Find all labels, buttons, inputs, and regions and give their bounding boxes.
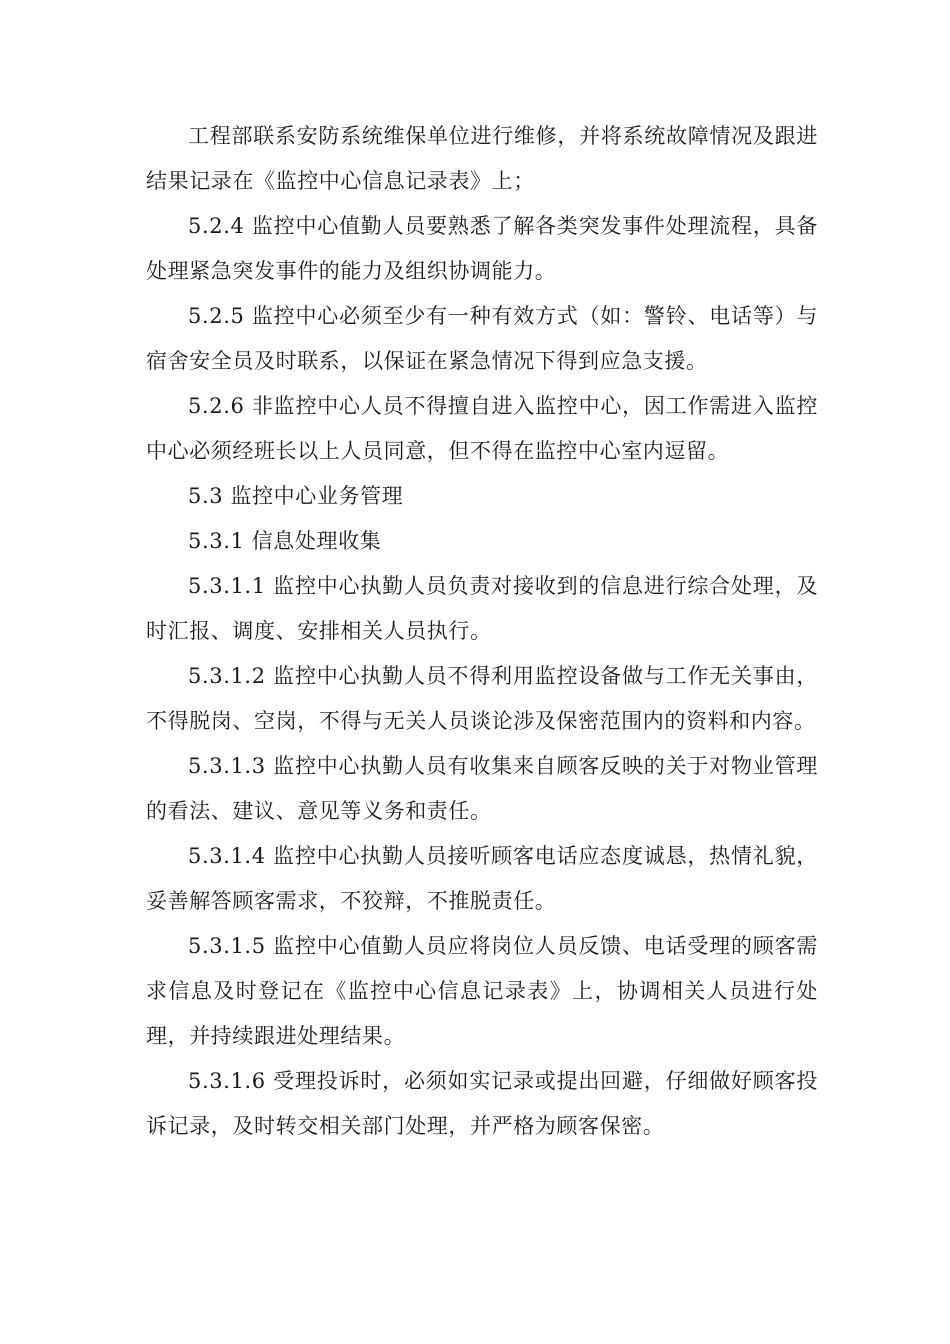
paragraph-5-2-6: 5.2.6 非监控中心人员不得擅自进入监控中心，因工作需进入监控中心必须经班长以上人员同意，但不得在监控中心室内逗留。 <box>146 394 818 463</box>
paragraph-5-3-1-4: 5.3.1.4 监控中心执勤人员接听顾客电话应态度诚恳，热情礼貌，妥善解答顾客需求，不狡辩，不推脱责任。 <box>146 844 818 913</box>
paragraph-5-3-1-5: 5.3.1.5 监控中心值勤人员应将岗位人员反馈、电话受理的顾客需求信息及时登记在《监控中心信息记录表》上，协调相关人员进行处理，并持续跟进处理结果。 <box>146 934 818 1048</box>
document-body <box>146 114 818 1149</box>
heading-5-3: 5.3 监控中心业务管理 <box>188 484 404 508</box>
paragraph-5-3-1-2: 5.3.1.2 监控中心执勤人员不得利用监控设备做与工作无关事由，不得脱岗、空岗，不得与无关人员谈论涉及保密范围内的资料和内容。 <box>146 664 818 733</box>
paragraph-5-3-1-6: 5.3.1.6 受理投诉时，必须如实记录或提出回避，仔细做好顾客投诉记录，及时转交相关部门处理，并严格为顾客保密。 <box>146 1069 818 1138</box>
paragraph-system-repair: 工程部联系安防系统维保单位进行维修，并将系统故障情况及跟进结果记录在《监控中心信息记录表》上； <box>146 124 818 193</box>
paragraph-5-2-4: 5.2.4 监控中心值勤人员要熟悉了解各类突发事件处理流程，具备处理紧急突发事件的能力及组织协调能力。 <box>146 214 818 283</box>
paragraph-5-2-5: 5.2.5 监控中心必须至少有一种有效方式（如：警铃、电话等）与宿舍安全员及时联系，以保证在紧急情况下得到应急支援。 <box>146 304 818 373</box>
paragraph-5-3-1-1: 5.3.1.1 监控中心执勤人员负责对接收到的信息进行综合处理，及时汇报、调度、安排相关人员执行。 <box>146 574 818 643</box>
paragraph-5-3-1-3: 5.3.1.3 监控中心执勤人员有收集来自顾客反映的关于对物业管理的看法、建议、意见等义务和责任。 <box>146 754 818 823</box>
heading-5-3-1: 5.3.1 信息处理收集 <box>188 529 382 553</box>
